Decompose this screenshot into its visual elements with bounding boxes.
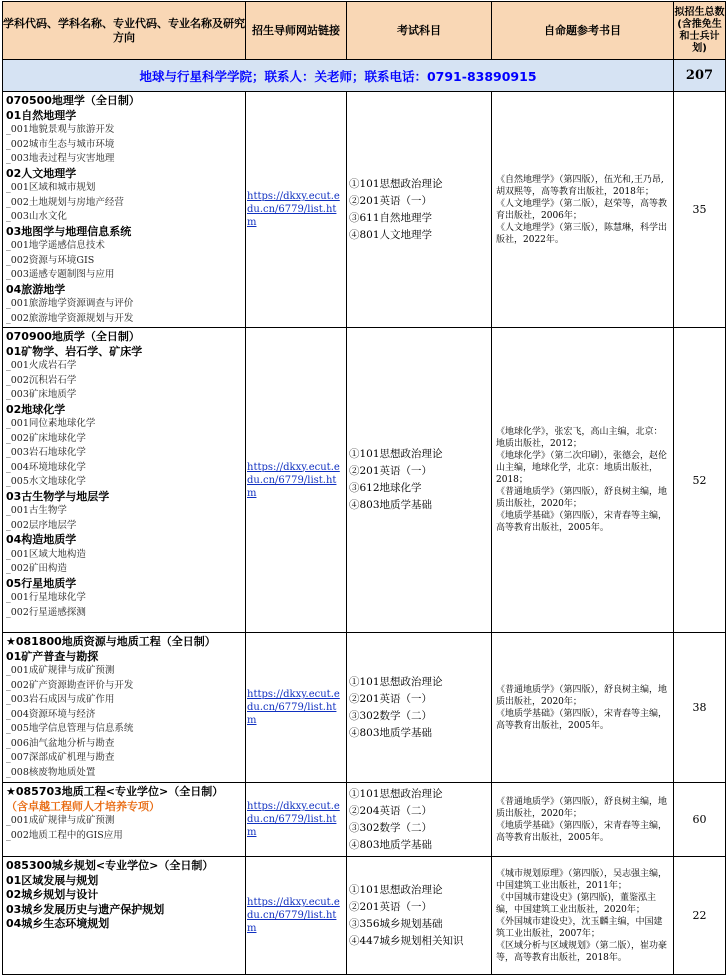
research-direction: _001火成岩石学 (6, 360, 77, 371)
program-note: （含卓越工程师人才培养专项） (6, 799, 160, 813)
research-direction: _001同位素地球化学 (6, 418, 96, 429)
college-row (3, 60, 726, 92)
research-direction: _003岩石成因与成矿作用 (6, 694, 115, 705)
header-col4: 自命题参考书目 (492, 2, 674, 60)
exam-subjects (347, 857, 492, 975)
discipline-field: 05行星地质学 (6, 576, 77, 590)
tutor-link[interactable]: https://dkxy.ecut.edu.cn/6779/list.htm (246, 633, 347, 783)
reference-book: 《城市规划原理》（第四版），吴志强主编，中国建筑工业出版社，2011年； (496, 868, 668, 891)
reference-book: 《地质学基础》（第四版），宋青春等主编，高等教育出版社，2005年。 (496, 708, 668, 731)
reference-book: 《地球化学》，张宏飞，高山主编，北京：地质出版社，2012； (496, 427, 663, 449)
major-title: 070500地理学（全日制） (6, 94, 140, 107)
discipline-field: 01自然地理学 (6, 108, 77, 122)
header-col5: 拟招生总数(含推免生和士兵计划) (674, 2, 726, 60)
exam-subjects (347, 783, 492, 857)
major-title: 070900地质学（全日制） (6, 330, 140, 343)
discipline-field: 04构造地质学 (6, 533, 77, 546)
header-col2: 招生导师网站链接 (246, 2, 347, 60)
exam-subject: ②201英语（一） (349, 465, 433, 477)
research-direction: _002城市生态与城市环境 (6, 138, 115, 150)
research-direction: _001成矿规律与成矿预测 (6, 665, 115, 676)
major-title: ★085703地质工程<专业学位>（全日制） (6, 785, 224, 798)
exam-subject: ②201英语（一） (349, 194, 433, 207)
direction-cell (3, 783, 246, 857)
research-direction: _008核废物地质处置 (6, 766, 96, 778)
exam-subject: ④803地质学基础 (349, 726, 433, 739)
research-direction: _002资源与环境GIS (6, 254, 95, 266)
reference-books (492, 328, 674, 633)
direction-cell (3, 633, 246, 783)
admissions-table (2, 1, 726, 975)
reference-books (492, 857, 674, 975)
exam-subject: ①101思想政治理论 (349, 883, 443, 896)
reference-book: 《区域分析与区域规划》（第二版），崔功豪等，高等教育出版社，2018年。 (496, 940, 668, 963)
enrollment-count: 22 (674, 857, 726, 975)
research-direction: _001成矿规律与成矿预测 (6, 815, 115, 826)
discipline-field: 02地球化学 (6, 402, 66, 416)
major-title: 085300城乡规划<专业学位>（全日制） (6, 859, 214, 872)
research-direction: _003山水文化 (6, 211, 67, 222)
exam-subject: ①101思想政治理论 (349, 675, 443, 688)
research-direction: _002行星遥感探测 (6, 606, 86, 618)
discipline-field: 03地图学与地理信息系统 (6, 224, 132, 238)
exam-subjects (347, 92, 492, 328)
research-direction: _001区域和城市规划 (6, 182, 96, 193)
tutor-link[interactable]: https://dkxy.ecut.edu.cn/6779/list.htm (246, 328, 347, 633)
exam-subject: ②204英语（二） (349, 804, 433, 817)
discipline-field: 01区域发展与规划 (6, 873, 99, 887)
college-total: 207 (674, 60, 726, 92)
reference-book: 《地质学基础》（第四版），宋青春等主编，高等教育出版社，2005年。 (496, 820, 668, 843)
table-row (3, 857, 726, 975)
header-row (3, 2, 726, 60)
reference-book: 《普通地质学》（第四版），舒良树主编，地质出版社，2020年； (496, 487, 668, 509)
exam-subjects (347, 633, 492, 783)
direction-cell (3, 92, 246, 328)
reference-books (492, 92, 674, 328)
research-direction: _001区域大地构造 (6, 548, 86, 560)
tutor-link[interactable]: https://dkxy.ecut.edu.cn/6779/list.htm (246, 92, 347, 328)
research-direction: _002矿田构造 (6, 563, 67, 574)
table-row (3, 92, 726, 328)
exam-subject: ④447城乡规划相关知识 (349, 934, 464, 947)
exam-subject: ④803地质学基础 (349, 499, 433, 511)
reference-books (492, 633, 674, 783)
reference-book: 《人文地理学》（第三版），陈慧琳，科学出版社，2022年。 (496, 222, 668, 245)
research-direction: _005地学信息管理与信息系统 (6, 723, 134, 734)
exam-subject: ③356城乡规划基础 (349, 917, 443, 930)
reference-book: 《地球化学》（第二次印刷），张德会，赵伦山主编，地球化学，北京：地质出版社，2018； (496, 451, 668, 485)
discipline-field: 03古生物学与地层学 (6, 489, 110, 503)
research-direction: _002矿床地球化学 (6, 432, 86, 444)
reference-book: 《普通地质学》（第四版），舒良树主编，地质出版社，2020年； (496, 796, 668, 819)
enrollment-count: 38 (674, 633, 726, 783)
discipline-field: 02城乡规划与设计 (6, 888, 99, 901)
exam-subject: ③302数学（二） (349, 709, 433, 722)
research-direction: _002层序地层学 (6, 519, 77, 531)
table-row (3, 328, 726, 633)
discipline-field: 04城乡生态环境规划 (6, 917, 110, 930)
reference-book: 《自然地理学》（第四版），伍光和,王乃昂,胡双熙等，高等教育出版社，2018年； (496, 174, 664, 197)
discipline-field: 04旅游地学 (6, 282, 66, 296)
reference-books (492, 783, 674, 857)
reference-book: 《外国城市建设史》，沈玉麟主编，中国建筑工业出版社，2007年； (496, 916, 663, 939)
major-title: ★081800地质资源与地质工程（全日制） (6, 635, 216, 648)
research-direction: _001地貌景观与旅游开发 (6, 124, 115, 135)
research-direction: _002沉积岩石学 (6, 374, 77, 386)
enrollment-count: 52 (674, 328, 726, 633)
discipline-field: 02人文地理学 (6, 166, 77, 180)
research-direction: _003地表过程与灾害地理 (6, 153, 115, 164)
header-col1: 学科代码、学科名称、专业代码、专业名称及研究方向 (3, 2, 246, 60)
research-direction: _002地质工程中的GIS应用 (6, 829, 123, 841)
exam-subject: ①101思想政治理论 (349, 448, 443, 460)
header-col3: 考试科目 (347, 2, 492, 60)
direction-cell (3, 857, 246, 975)
research-direction: _007深部成矿机理与勘查 (6, 752, 115, 763)
reference-book: 《普通地质学》（第四版），舒良树主编，地质出版社，2020年； (496, 684, 668, 707)
enrollment-count: 35 (674, 92, 726, 328)
research-direction: _004资源环境与经济 (6, 708, 96, 720)
research-direction: _003遥感专题制图与应用 (6, 269, 115, 280)
research-direction: _001地学遥感信息技术 (6, 240, 105, 251)
tutor-link[interactable]: https://dkxy.ecut.edu.cn/6779/list.htm (246, 783, 347, 857)
exam-subjects (347, 328, 492, 633)
exam-subject: ④803地质学基础 (349, 838, 433, 851)
research-direction: _002矿产资源勘查评价与开发 (6, 679, 134, 691)
exam-subject: ②201英语（一） (349, 692, 433, 705)
discipline-field: 01矿物学、岩石学、矿床学 (6, 344, 143, 358)
discipline-field: 03城乡发展历史与遗产保护规划 (6, 902, 165, 916)
exam-subject: ③302数学（二） (349, 821, 433, 834)
reference-book: 《人文地理学》（第二版），赵荣等，高等教育出版社，2006年； (496, 198, 668, 221)
discipline-field: 01矿产普查与勘探 (6, 649, 99, 663)
research-direction: _005水文地球化学 (6, 476, 86, 487)
table-row (3, 783, 726, 857)
exam-subject: ①101思想政治理论 (349, 177, 443, 190)
research-direction: _001古生物学 (6, 505, 67, 516)
reference-book: 《地质学基础》（第四版），宋青春等主编，高等教育出版社，2005年。 (496, 511, 668, 533)
research-direction: _001行星地球化学 (6, 592, 86, 603)
research-direction: _006油气盆地分析与勘查 (6, 737, 115, 749)
direction-cell (3, 328, 246, 633)
research-direction: _001旅游地学资源调查与评价 (6, 298, 134, 309)
exam-subject: ③611自然地理学 (349, 211, 433, 224)
research-direction: _002旅游地学资源规划与开发 (6, 312, 134, 324)
exam-subject: ③612地球化学 (349, 482, 422, 494)
college-title: 地球与行星科学学院；联系人：关老师；联系电话：0791-83890915 (3, 60, 674, 92)
exam-subject: ②201英语（一） (349, 900, 433, 913)
research-direction: _002土地规划与房地产经营 (6, 196, 124, 208)
research-direction: _004环境地球化学 (6, 461, 86, 473)
exam-subject: ①101思想政治理论 (349, 787, 443, 800)
research-direction: _003岩石地球化学 (6, 447, 86, 458)
exam-subject: ④801人文地理学 (349, 228, 433, 241)
enrollment-count: 60 (674, 783, 726, 857)
tutor-link[interactable]: https://dkxy.ecut.edu.cn/6779/list.htm (246, 857, 347, 975)
table-row (3, 633, 726, 783)
research-direction: _003矿床地质学 (6, 389, 77, 400)
reference-book: 《中国城市建设史》(第四版)，董鉴泓主编，中国建筑工业出版社，2020年； (496, 892, 657, 915)
